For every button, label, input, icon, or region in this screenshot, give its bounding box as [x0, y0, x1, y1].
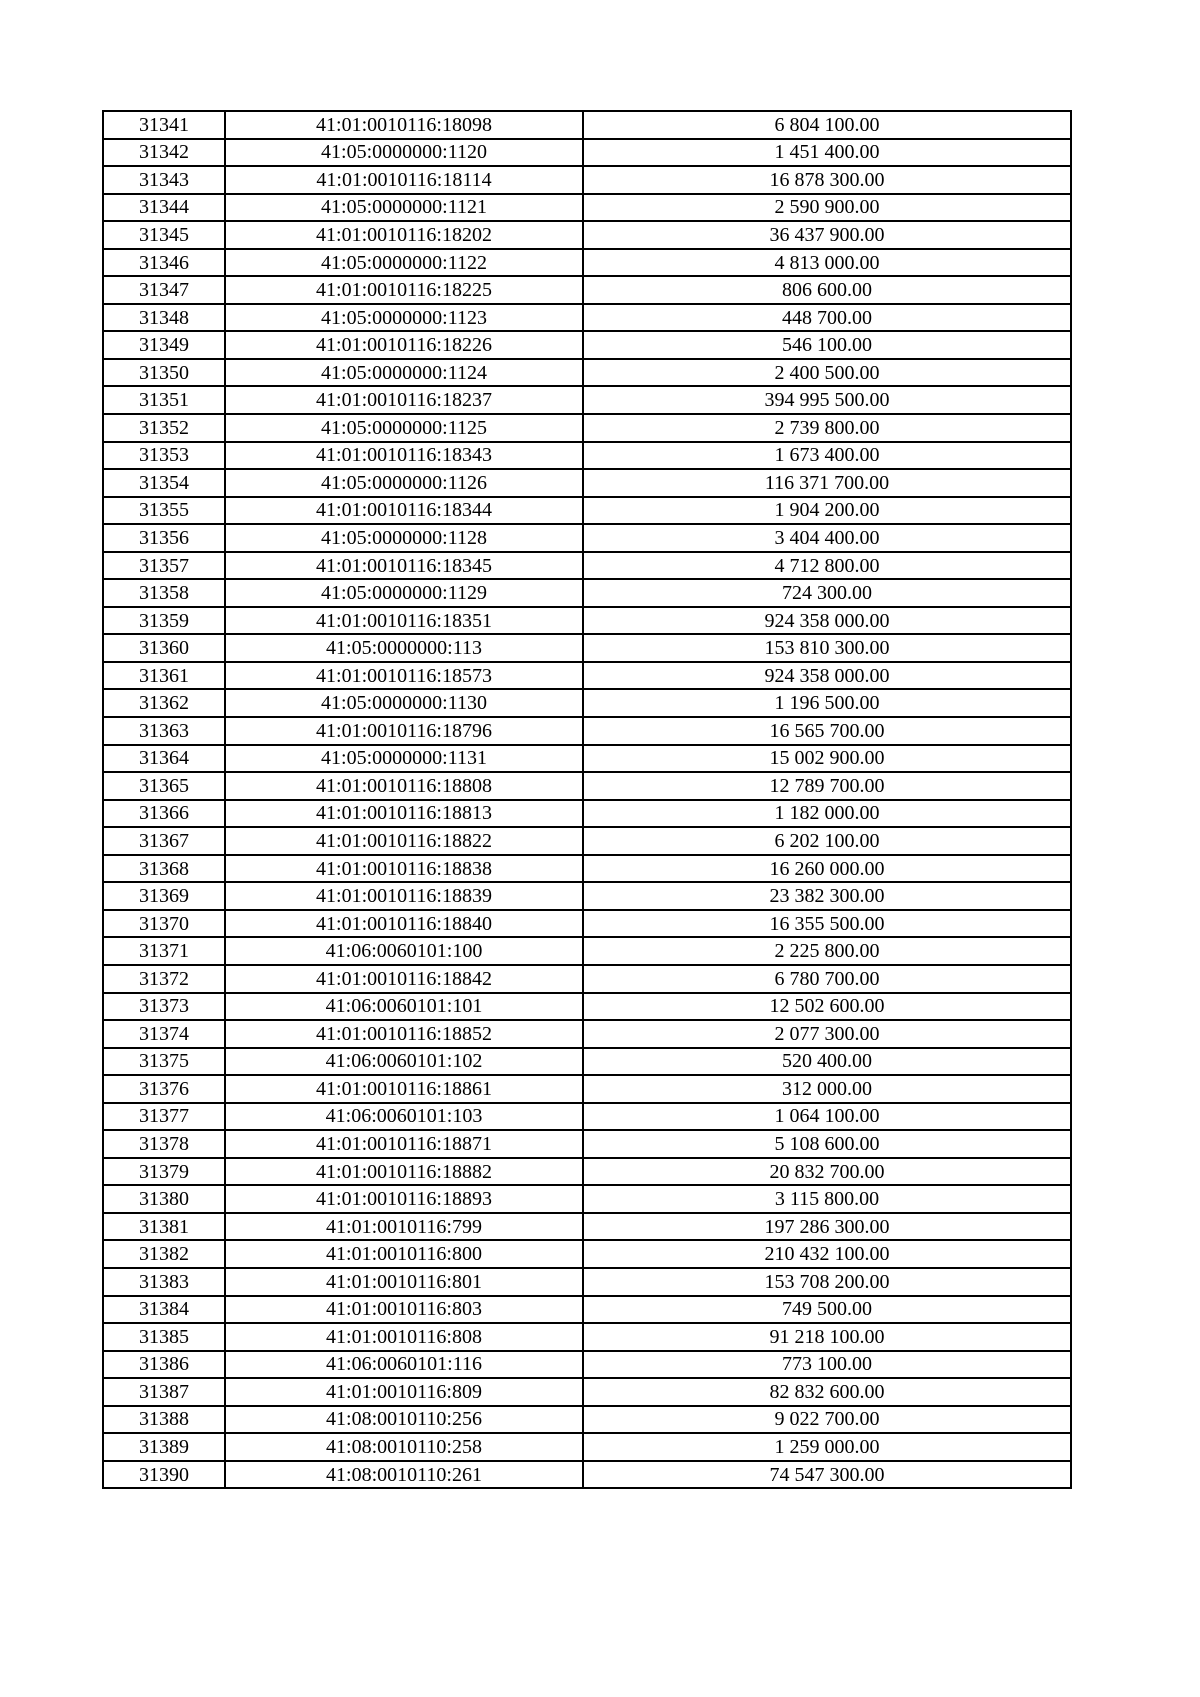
cadastral-number-cell: 41:06:0060101:101 [225, 993, 583, 1021]
table-row [103, 166, 1071, 194]
row-number-cell: 31364 [103, 745, 225, 773]
cadastral-number-cell: 41:01:0010116:18343 [225, 442, 583, 470]
cadastral-number-cell: 41:08:0010110:256 [225, 1406, 583, 1434]
row-number-cell: 31383 [103, 1268, 225, 1296]
table-row [103, 1103, 1071, 1131]
cadastral-number-cell: 41:06:0060101:102 [225, 1048, 583, 1076]
cadastral-value-cell: 9 022 700.00 [583, 1406, 1071, 1434]
cadastral-value-table [102, 110, 1072, 1489]
row-number-cell: 31343 [103, 166, 225, 194]
cadastral-value-cell: 3 115 800.00 [583, 1185, 1071, 1213]
cadastral-number-cell: 41:08:0010110:261 [225, 1461, 583, 1489]
table-row [103, 194, 1071, 222]
cadastral-number-cell: 41:05:0000000:1128 [225, 524, 583, 552]
table-row [103, 1433, 1071, 1461]
row-number-cell: 31366 [103, 800, 225, 828]
cadastral-value-cell: 1 259 000.00 [583, 1433, 1071, 1461]
cadastral-value-cell: 12 789 700.00 [583, 772, 1071, 800]
table-row [103, 937, 1071, 965]
cadastral-value-cell: 2 590 900.00 [583, 194, 1071, 222]
table-row [103, 552, 1071, 580]
row-number-cell: 31365 [103, 772, 225, 800]
cadastral-value-cell: 153 810 300.00 [583, 634, 1071, 662]
row-number-cell: 31382 [103, 1240, 225, 1268]
row-number-cell: 31355 [103, 497, 225, 525]
cadastral-number-cell: 41:06:0060101:116 [225, 1351, 583, 1379]
table-row [103, 359, 1071, 387]
cadastral-number-cell: 41:01:0010116:18839 [225, 882, 583, 910]
cadastral-number-cell: 41:01:0010116:18226 [225, 331, 583, 359]
table-row [103, 717, 1071, 745]
row-number-cell: 31386 [103, 1351, 225, 1379]
cadastral-number-cell: 41:05:0000000:1131 [225, 745, 583, 773]
cadastral-value-cell: 6 804 100.00 [583, 111, 1071, 139]
cadastral-number-cell: 41:05:0000000:1126 [225, 469, 583, 497]
cadastral-number-cell: 41:05:0000000:113 [225, 634, 583, 662]
cadastral-value-cell: 520 400.00 [583, 1048, 1071, 1076]
table-row [103, 1378, 1071, 1406]
cadastral-value-cell: 1 451 400.00 [583, 139, 1071, 167]
table-body [103, 111, 1071, 1488]
cadastral-value-cell: 197 286 300.00 [583, 1213, 1071, 1241]
row-number-cell: 31369 [103, 882, 225, 910]
table-row [103, 1351, 1071, 1379]
cadastral-value-cell: 2 225 800.00 [583, 937, 1071, 965]
cadastral-number-cell: 41:01:0010116:18225 [225, 276, 583, 304]
table-row [103, 497, 1071, 525]
cadastral-number-cell: 41:01:0010116:18882 [225, 1158, 583, 1186]
row-number-cell: 31389 [103, 1433, 225, 1461]
cadastral-number-cell: 41:05:0000000:1123 [225, 304, 583, 332]
table-row [103, 745, 1071, 773]
cadastral-number-cell: 41:01:0010116:809 [225, 1378, 583, 1406]
table-row [103, 111, 1071, 139]
cadastral-value-cell: 394 995 500.00 [583, 386, 1071, 414]
row-number-cell: 31363 [103, 717, 225, 745]
cadastral-value-cell: 546 100.00 [583, 331, 1071, 359]
table-row [103, 524, 1071, 552]
cadastral-number-cell: 41:01:0010116:803 [225, 1296, 583, 1324]
table-row [103, 331, 1071, 359]
cadastral-number-cell: 41:05:0000000:1124 [225, 359, 583, 387]
cadastral-value-cell: 1 904 200.00 [583, 497, 1071, 525]
cadastral-value-cell: 16 878 300.00 [583, 166, 1071, 194]
row-number-cell: 31359 [103, 607, 225, 635]
cadastral-number-cell: 41:01:0010116:18098 [225, 111, 583, 139]
cadastral-number-cell: 41:01:0010116:18573 [225, 662, 583, 690]
table-row [103, 579, 1071, 607]
cadastral-number-cell: 41:08:0010110:258 [225, 1433, 583, 1461]
table-row [103, 1130, 1071, 1158]
cadastral-number-cell: 41:06:0060101:103 [225, 1103, 583, 1131]
table-row [103, 800, 1071, 828]
cadastral-number-cell: 41:05:0000000:1120 [225, 139, 583, 167]
cadastral-number-cell: 41:05:0000000:1121 [225, 194, 583, 222]
table-row [103, 249, 1071, 277]
row-number-cell: 31372 [103, 965, 225, 993]
table-row [103, 993, 1071, 1021]
cadastral-value-cell: 2 077 300.00 [583, 1020, 1071, 1048]
cadastral-value-cell: 1 182 000.00 [583, 800, 1071, 828]
row-number-cell: 31349 [103, 331, 225, 359]
table-row [103, 304, 1071, 332]
row-number-cell: 31354 [103, 469, 225, 497]
table-row [103, 1240, 1071, 1268]
row-number-cell: 31347 [103, 276, 225, 304]
cadastral-number-cell: 41:01:0010116:800 [225, 1240, 583, 1268]
row-number-cell: 31387 [103, 1378, 225, 1406]
cadastral-value-cell: 3 404 400.00 [583, 524, 1071, 552]
table-row [103, 1185, 1071, 1213]
cadastral-number-cell: 41:01:0010116:801 [225, 1268, 583, 1296]
table-row [103, 1158, 1071, 1186]
cadastral-value-cell: 20 832 700.00 [583, 1158, 1071, 1186]
cadastral-value-cell: 448 700.00 [583, 304, 1071, 332]
table-row [103, 1075, 1071, 1103]
cadastral-value-cell: 23 382 300.00 [583, 882, 1071, 910]
cadastral-value-cell: 16 355 500.00 [583, 910, 1071, 938]
table-row [103, 965, 1071, 993]
cadastral-value-cell: 91 218 100.00 [583, 1323, 1071, 1351]
row-number-cell: 31375 [103, 1048, 225, 1076]
table-row [103, 662, 1071, 690]
row-number-cell: 31356 [103, 524, 225, 552]
row-number-cell: 31361 [103, 662, 225, 690]
table-row [103, 1213, 1071, 1241]
table-row [103, 1323, 1071, 1351]
row-number-cell: 31376 [103, 1075, 225, 1103]
row-number-cell: 31388 [103, 1406, 225, 1434]
cadastral-number-cell: 41:01:0010116:18822 [225, 827, 583, 855]
row-number-cell: 31353 [103, 442, 225, 470]
table-row [103, 469, 1071, 497]
row-number-cell: 31370 [103, 910, 225, 938]
cadastral-value-cell: 116 371 700.00 [583, 469, 1071, 497]
cadastral-number-cell: 41:01:0010116:18202 [225, 221, 583, 249]
table-row [103, 689, 1071, 717]
table-row [103, 827, 1071, 855]
row-number-cell: 31377 [103, 1103, 225, 1131]
cadastral-number-cell: 41:01:0010116:808 [225, 1323, 583, 1351]
cadastral-value-cell: 2 739 800.00 [583, 414, 1071, 442]
cadastral-value-cell: 773 100.00 [583, 1351, 1071, 1379]
table-row [103, 1048, 1071, 1076]
row-number-cell: 31385 [103, 1323, 225, 1351]
cadastral-number-cell: 41:01:0010116:18351 [225, 607, 583, 635]
cadastral-number-cell: 41:01:0010116:18813 [225, 800, 583, 828]
row-number-cell: 31374 [103, 1020, 225, 1048]
cadastral-value-cell: 16 260 000.00 [583, 855, 1071, 883]
cadastral-value-cell: 5 108 600.00 [583, 1130, 1071, 1158]
table-row [103, 221, 1071, 249]
table-row [103, 414, 1071, 442]
row-number-cell: 31345 [103, 221, 225, 249]
table-row [103, 910, 1071, 938]
row-number-cell: 31360 [103, 634, 225, 662]
row-number-cell: 31350 [103, 359, 225, 387]
table-row [103, 1268, 1071, 1296]
table-row [103, 772, 1071, 800]
cadastral-number-cell: 41:01:0010116:18808 [225, 772, 583, 800]
cadastral-number-cell: 41:01:0010116:18114 [225, 166, 583, 194]
cadastral-number-cell: 41:01:0010116:18852 [225, 1020, 583, 1048]
cadastral-number-cell: 41:01:0010116:18344 [225, 497, 583, 525]
cadastral-value-cell: 153 708 200.00 [583, 1268, 1071, 1296]
cadastral-number-cell: 41:01:0010116:18893 [225, 1185, 583, 1213]
cadastral-number-cell: 41:01:0010116:799 [225, 1213, 583, 1241]
table-row [103, 607, 1071, 635]
table-row [103, 1406, 1071, 1434]
row-number-cell: 31342 [103, 139, 225, 167]
cadastral-value-cell: 210 432 100.00 [583, 1240, 1071, 1268]
row-number-cell: 31352 [103, 414, 225, 442]
row-number-cell: 31384 [103, 1296, 225, 1324]
cadastral-value-cell: 82 832 600.00 [583, 1378, 1071, 1406]
cadastral-value-cell: 924 358 000.00 [583, 607, 1071, 635]
cadastral-value-cell: 4 712 800.00 [583, 552, 1071, 580]
row-number-cell: 31381 [103, 1213, 225, 1241]
row-number-cell: 31341 [103, 111, 225, 139]
row-number-cell: 31362 [103, 689, 225, 717]
row-number-cell: 31346 [103, 249, 225, 277]
cadastral-value-cell: 1 673 400.00 [583, 442, 1071, 470]
cadastral-number-cell: 41:01:0010116:18345 [225, 552, 583, 580]
cadastral-value-cell: 312 000.00 [583, 1075, 1071, 1103]
cadastral-number-cell: 41:01:0010116:18871 [225, 1130, 583, 1158]
cadastral-value-cell: 806 600.00 [583, 276, 1071, 304]
table-row [103, 139, 1071, 167]
cadastral-value-cell: 724 300.00 [583, 579, 1071, 607]
row-number-cell: 31373 [103, 993, 225, 1021]
cadastral-number-cell: 41:05:0000000:1129 [225, 579, 583, 607]
row-number-cell: 31348 [103, 304, 225, 332]
row-number-cell: 31371 [103, 937, 225, 965]
row-number-cell: 31380 [103, 1185, 225, 1213]
cadastral-number-cell: 41:05:0000000:1125 [225, 414, 583, 442]
cadastral-number-cell: 41:01:0010116:18796 [225, 717, 583, 745]
table-row [103, 276, 1071, 304]
cadastral-number-cell: 41:05:0000000:1130 [225, 689, 583, 717]
cadastral-number-cell: 41:06:0060101:100 [225, 937, 583, 965]
cadastral-value-cell: 1 196 500.00 [583, 689, 1071, 717]
table-row [103, 855, 1071, 883]
cadastral-value-cell: 15 002 900.00 [583, 745, 1071, 773]
row-number-cell: 31390 [103, 1461, 225, 1489]
row-number-cell: 31358 [103, 579, 225, 607]
row-number-cell: 31351 [103, 386, 225, 414]
row-number-cell: 31357 [103, 552, 225, 580]
cadastral-number-cell: 41:05:0000000:1122 [225, 249, 583, 277]
cadastral-value-cell: 4 813 000.00 [583, 249, 1071, 277]
cadastral-value-cell: 1 064 100.00 [583, 1103, 1071, 1131]
row-number-cell: 31367 [103, 827, 225, 855]
table-row [103, 882, 1071, 910]
cadastral-number-cell: 41:01:0010116:18237 [225, 386, 583, 414]
cadastral-value-cell: 924 358 000.00 [583, 662, 1071, 690]
cadastral-value-cell: 74 547 300.00 [583, 1461, 1071, 1489]
cadastral-value-cell: 12 502 600.00 [583, 993, 1071, 1021]
table-row [103, 1461, 1071, 1489]
table-row [103, 634, 1071, 662]
cadastral-number-cell: 41:01:0010116:18861 [225, 1075, 583, 1103]
row-number-cell: 31368 [103, 855, 225, 883]
table-row [103, 442, 1071, 470]
table-row [103, 1296, 1071, 1324]
row-number-cell: 31379 [103, 1158, 225, 1186]
row-number-cell: 31378 [103, 1130, 225, 1158]
cadastral-value-cell: 16 565 700.00 [583, 717, 1071, 745]
table-row [103, 1020, 1071, 1048]
table-row [103, 386, 1071, 414]
cadastral-number-cell: 41:01:0010116:18840 [225, 910, 583, 938]
cadastral-value-cell: 36 437 900.00 [583, 221, 1071, 249]
cadastral-value-cell: 2 400 500.00 [583, 359, 1071, 387]
row-number-cell: 31344 [103, 194, 225, 222]
cadastral-number-cell: 41:01:0010116:18838 [225, 855, 583, 883]
cadastral-value-cell: 749 500.00 [583, 1296, 1071, 1324]
cadastral-value-cell: 6 780 700.00 [583, 965, 1071, 993]
cadastral-value-cell: 6 202 100.00 [583, 827, 1071, 855]
cadastral-number-cell: 41:01:0010116:18842 [225, 965, 583, 993]
